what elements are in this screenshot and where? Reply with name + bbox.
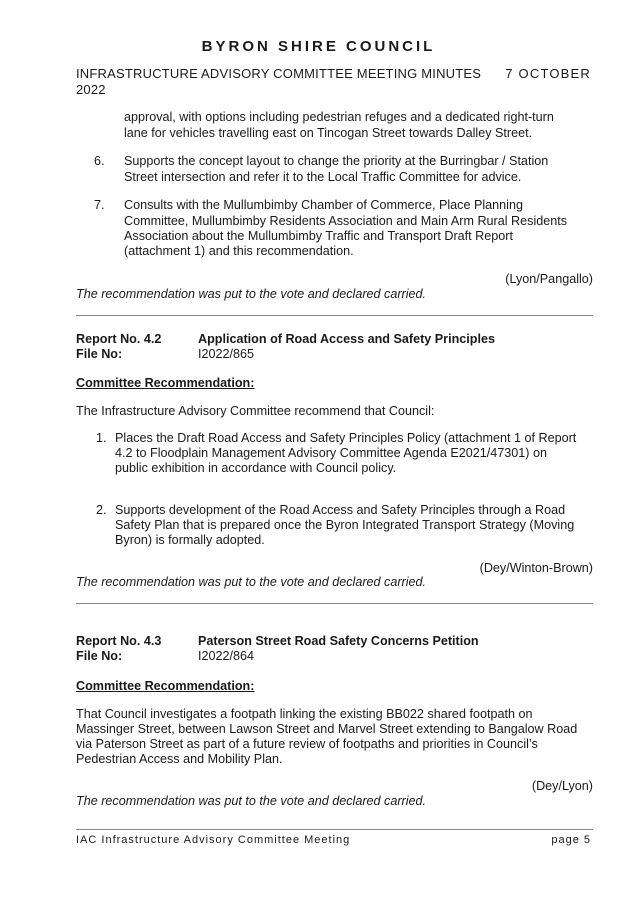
item5-cont-line2: lane for vehicles travelling east on Tincogan Street towards Dalley Street. (124, 126, 533, 140)
mover-seconder: (Dey/Winton-Brown) (479, 561, 593, 575)
report-number-label: Report No. 4.2 (76, 332, 162, 346)
recommendation-line4: Pedestrian Access and Mobility Plan. (76, 752, 283, 766)
item6-line1: Supports the concept layout to change the priority at the Burringbar / Station (124, 154, 549, 168)
report-number-label: Report No. 4.3 (76, 634, 162, 648)
council-name: BYRON SHIRE COUNCIL (201, 38, 436, 55)
item6-number: 6. (94, 154, 105, 168)
item7-number: 7. (94, 198, 105, 212)
item7-line2: Committee, Mullumbimby Residents Association and Main Arm Rural Residents (124, 214, 568, 228)
item5-cont-line1: approval, with options including pedestrian refuges and a dedicated right-turn (124, 110, 554, 124)
report-title: Paterson Street Road Safety Concerns Petition (198, 634, 479, 648)
carried-statement: The recommendation was put to the vote and declared carried. (76, 287, 427, 301)
rec2-line2: Safety Plan that is prepared once the Byron Integrated Transport Strategy (Moving (115, 518, 575, 532)
file-number-label: File No: (76, 649, 123, 663)
rec1-number: 1. (96, 431, 107, 445)
mover-seconder: (Lyon/Pangallo) (505, 272, 593, 286)
recommendation-intro: The Infrastructure Advisory Committee recommend that Council: (76, 404, 435, 418)
file-number: I2022/864 (198, 649, 255, 663)
item7-line3: Association about the Mullumbimby Traffic and Transport Draft Report (124, 229, 513, 243)
carried-statement: The recommendation was put to the vote and declared carried. (76, 575, 427, 589)
item7-line4: (attachment 1) and this recommendation. (124, 244, 354, 258)
section-divider (76, 603, 593, 604)
file-number-label: File No: (76, 347, 123, 361)
committee-recommendation-heading: Committee Recommendation: (76, 376, 255, 390)
minutes-title: INFRASTRUCTURE ADVISORY COMMITTEE MEETING MINUTES 2022 (76, 66, 482, 97)
report-title: Application of Road Access and Safety Principles (198, 332, 495, 346)
mover-seconder: (Dey/Lyon) (531, 779, 593, 793)
section-divider (76, 315, 593, 316)
rec1-line3: public exhibition in accordance with Council policy. (115, 461, 397, 475)
file-number: I2022/865 (198, 347, 255, 361)
rec2-line3: Byron) is formally adopted. (115, 533, 265, 547)
page-number: page 5 (551, 834, 591, 846)
recommendation-line3: via Paterson Street as part of a future review of footpaths and priorities in Council’s (76, 737, 538, 751)
carried-statement: The recommendation was put to the vote and declared carried. (76, 794, 427, 808)
meeting-date: 7 OCTOBER (505, 66, 591, 81)
item7-line1: Consults with the Mullumbimby Chamber of Commerce, Place Planning (124, 198, 523, 212)
item6-line2: Street intersection and refer it to the Local Traffic Committee for advice. (124, 170, 522, 184)
footer-meeting-name: IAC Infrastructure Advisory Committee Meeting (76, 834, 351, 846)
rec1-line1: Places the Draft Road Access and Safety Principles Policy (attachment 1 of Report (115, 431, 577, 445)
rec1-line2: 4.2 to Floodplain Management Advisory Committee Agenda E2021/47301) on (115, 446, 547, 460)
rec2-number: 2. (96, 503, 107, 517)
recommendation-line1: That Council investigates a footpath linking the existing BB022 shared footpath on (76, 707, 533, 721)
recommendation-line2: Massinger Street, between Lawson Street and Marvel Street extending to Bangalow Road (76, 722, 578, 736)
committee-recommendation-heading: Committee Recommendation: (76, 679, 255, 693)
rec2-line1: Supports development of the Road Access and Safety Principles through a Road (115, 503, 566, 517)
footer-divider (76, 829, 593, 830)
